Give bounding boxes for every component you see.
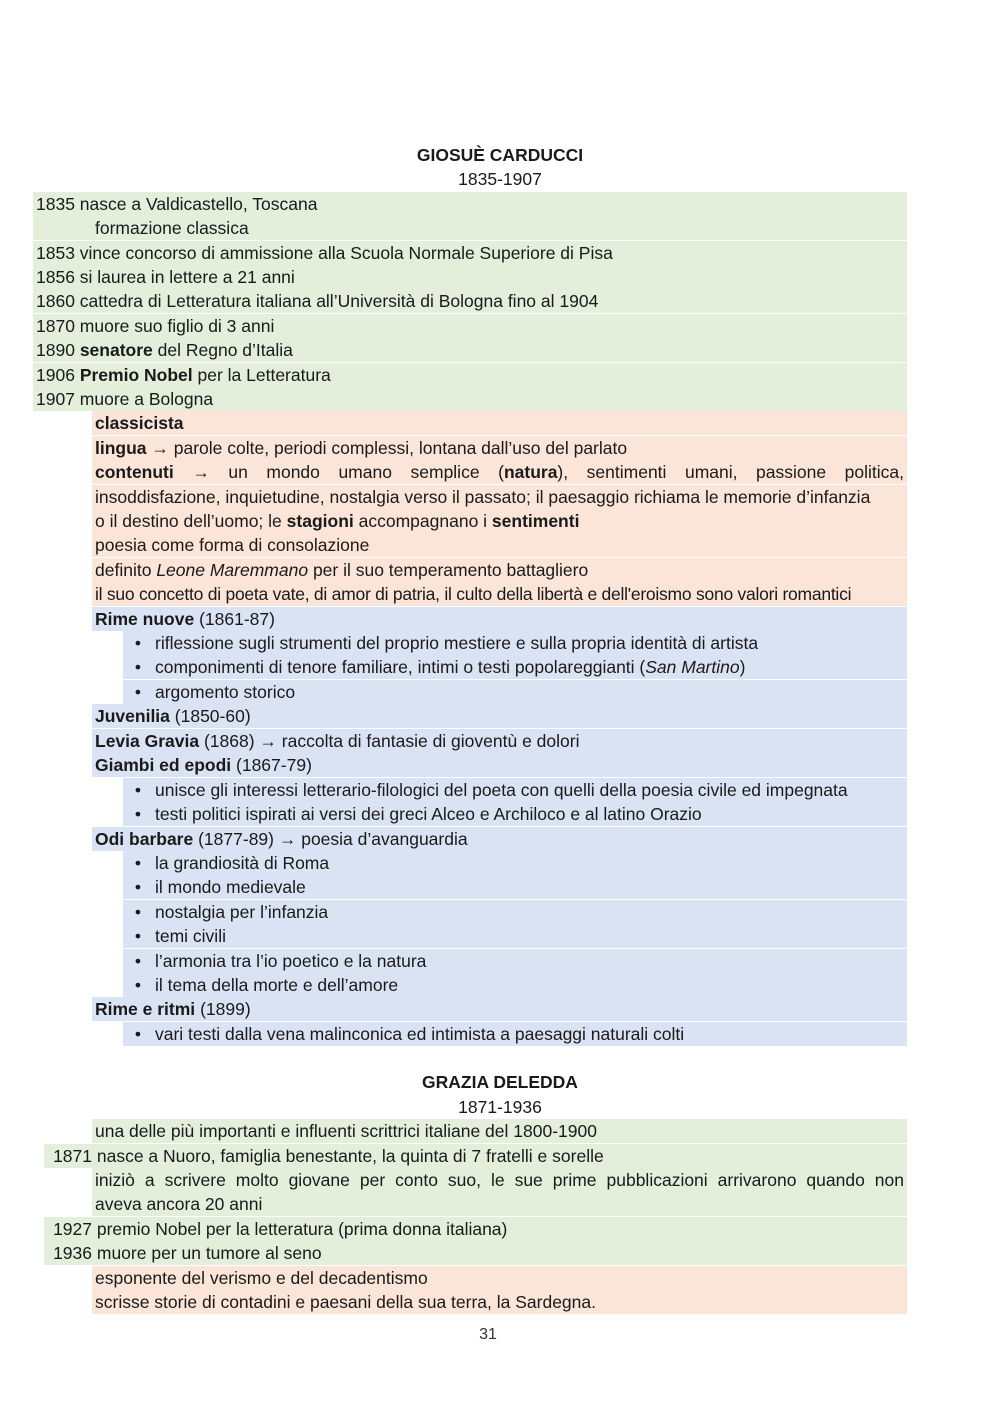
bullet-icon: • xyxy=(134,780,142,800)
bio-bold: senatore xyxy=(79,340,153,360)
style-text: ), sentimenti umani, passione politica, xyxy=(557,462,904,482)
style-text: → un mondo umano semplice ( xyxy=(192,462,504,482)
style-bold: sentimenti xyxy=(491,511,580,531)
list-item xyxy=(123,973,907,997)
bio-text: per la Letteratura xyxy=(197,365,331,385)
work-years: (1850-60) xyxy=(174,706,251,726)
bio-year: 1906 xyxy=(36,365,75,385)
bio-text: premio Nobel per la letteratura (prima donna italiana) xyxy=(96,1219,508,1239)
bio-line: iniziò a scrivere molto giovane per conto suo, le sue prime pubblicazioni arrivarono quando non xyxy=(92,1168,907,1192)
list-item-text: temi civili xyxy=(155,926,226,946)
bullet-icon: • xyxy=(134,1024,142,1044)
bullet-icon: • xyxy=(134,804,142,824)
work-years: (1899) xyxy=(200,999,251,1019)
style-line: poesia come forma di consolazione xyxy=(92,533,907,557)
work-name: Rime e ritmi xyxy=(95,999,196,1019)
bio-text: muore per un tumore al seno xyxy=(96,1243,322,1263)
style-line xyxy=(92,436,907,460)
bio-text: del Regno d’Italia xyxy=(157,340,293,360)
section-title-deledda: GRAZIA DELEDDA xyxy=(422,1072,578,1092)
bio-line xyxy=(33,338,907,362)
list-item xyxy=(123,1022,907,1046)
bio-line xyxy=(33,363,907,387)
work-name: Rime nuove xyxy=(95,609,195,629)
list-item-text: testi politici ispirati ai versi dei greci Alceo e Archiloco e al latino Orazio xyxy=(155,804,702,824)
list-item-italic: San Martino xyxy=(645,657,740,677)
list-item-text: il tema della morte e dell’amore xyxy=(155,975,399,995)
bio-line: 1907 muore a Bologna xyxy=(33,387,907,411)
bio-line: 1856 si laurea in lettere a 21 anni xyxy=(33,265,907,289)
list-item xyxy=(123,900,907,924)
style-text: definito xyxy=(95,560,152,580)
section-title-carducci: GIOSUÈ CARDUCCI xyxy=(416,145,584,165)
bio-line: formazione classica xyxy=(33,216,907,240)
bio-line xyxy=(44,1217,907,1241)
list-item-text: il mondo medievale xyxy=(155,877,306,897)
style-line xyxy=(92,411,907,435)
work-desc: (1868) → raccolta di fantasie di gioventù e dolori xyxy=(203,731,580,751)
bio-line: 1835 nasce a Valdicastello, Toscana xyxy=(33,192,907,216)
style-line xyxy=(92,460,907,484)
work-name: Giambi ed epodi xyxy=(95,755,232,775)
bio-year: 1927 xyxy=(53,1219,92,1239)
bullet-icon: • xyxy=(134,902,142,922)
list-item-text: l’armonia tra l’io poetico e la natura xyxy=(155,951,427,971)
page-number: 31 xyxy=(479,1326,497,1343)
work-years: (1867-79) xyxy=(236,755,312,775)
list-item xyxy=(123,875,907,899)
bio-line: 1860 cattedra di Letteratura italiana all’Università di Bologna fino al 1904 xyxy=(33,289,907,313)
list-item-text-part: componimenti di tenore familiare, intimi o testi popolareggianti ( xyxy=(155,657,646,677)
style-bold: lingua xyxy=(95,438,147,458)
style-line: esponente del verismo e del decadentismo xyxy=(92,1266,907,1290)
work-name: Levia Gravia xyxy=(95,731,200,751)
list-item xyxy=(123,778,907,802)
bullet-icon: • xyxy=(134,853,142,873)
work-desc: (1877-89) → poesia d’avanguardia xyxy=(198,829,468,849)
list-item-text: argomento storico xyxy=(155,682,296,702)
style-text: → parole colte, periodi complessi, lontana dall’uso del parlato xyxy=(151,438,628,458)
work-years: (1861-87) xyxy=(199,609,275,629)
bio-year: 1871 xyxy=(53,1146,92,1166)
bio-line xyxy=(44,1241,907,1265)
bullet-icon: • xyxy=(134,975,142,995)
list-item-text xyxy=(155,655,745,679)
bio-line: una delle più importanti e influenti scrittrici italiane del 1800-1900 xyxy=(92,1119,907,1143)
list-item-text: riflessione sugli strumenti del proprio mestiere e sulla propria identità di artista xyxy=(155,633,759,653)
style-bold: natura xyxy=(503,462,558,482)
list-item xyxy=(123,851,907,875)
list-item xyxy=(123,949,907,973)
list-item-text-part: ) xyxy=(739,657,746,677)
style-bold: classicista xyxy=(95,413,184,433)
style-line xyxy=(92,558,907,582)
work-title xyxy=(92,997,907,1021)
style-text: accompagnano i xyxy=(358,511,488,531)
bullet-icon: • xyxy=(134,877,142,897)
section-years-deledda: 1871-1936 xyxy=(458,1097,542,1117)
bio-year: 1890 xyxy=(36,340,75,360)
work-title xyxy=(92,607,907,631)
style-line: scrisse storie di contadini e paesani della sua terra, la Sardegna. xyxy=(92,1290,907,1314)
list-item xyxy=(123,631,907,655)
bullet-icon: • xyxy=(134,926,142,946)
style-bold: stagioni xyxy=(286,511,354,531)
bullet-icon: • xyxy=(134,657,142,677)
bullet-icon: • xyxy=(134,633,142,653)
style-line: il suo concetto di poeta vate, di amor di patria, il culto della libertà e dell'eroismo sono valori romantici xyxy=(92,582,907,606)
list-item-text: la grandiosità di Roma xyxy=(155,853,330,873)
bio-line: aveva ancora 20 anni xyxy=(92,1192,907,1216)
work-title xyxy=(92,753,907,777)
style-line xyxy=(92,509,907,533)
work-title xyxy=(92,729,907,753)
bio-bold: Premio Nobel xyxy=(79,365,193,385)
style-text: per il suo temperamento battagliero xyxy=(312,560,589,580)
style-bold: contenuti xyxy=(95,462,174,482)
bio-line: 1853 vince concorso di ammissione alla Scuola Normale Superiore di Pisa xyxy=(33,241,907,265)
bio-year: 1936 xyxy=(53,1243,92,1263)
work-title xyxy=(92,704,907,728)
list-item xyxy=(123,680,907,704)
bio-line: 1870 muore suo figlio di 3 anni xyxy=(33,314,907,338)
list-item-text: unisce gli interessi letterario-filologici del poeta con quelli della poesia civile ed impegnata xyxy=(155,780,848,800)
bullet-icon: • xyxy=(134,951,142,971)
style-italic: Leone Maremmano xyxy=(156,560,309,580)
section-years-carducci: 1835-1907 xyxy=(458,169,542,189)
bio-line xyxy=(44,1144,907,1168)
style-text: o il destino dell’uomo; le xyxy=(95,511,282,531)
list-item xyxy=(123,924,907,948)
work-title xyxy=(92,827,907,851)
bio-text: nasce a Nuoro, famiglia benestante, la quinta di 7 fratelli e sorelle xyxy=(96,1146,604,1166)
list-item-text: nostalgia per l’infanzia xyxy=(155,902,329,922)
bullet-icon: • xyxy=(134,682,142,702)
style-line: insoddisfazione, inquietudine, nostalgia verso il passato; il paesaggio richiama le memorie d’infanzia xyxy=(92,485,907,509)
work-name: Juvenilia xyxy=(95,706,170,726)
list-item xyxy=(123,802,907,826)
list-item xyxy=(123,655,907,679)
work-name: Odi barbare xyxy=(95,829,194,849)
list-item-text: vari testi dalla vena malinconica ed intimista a paesaggi naturali colti xyxy=(155,1024,685,1044)
